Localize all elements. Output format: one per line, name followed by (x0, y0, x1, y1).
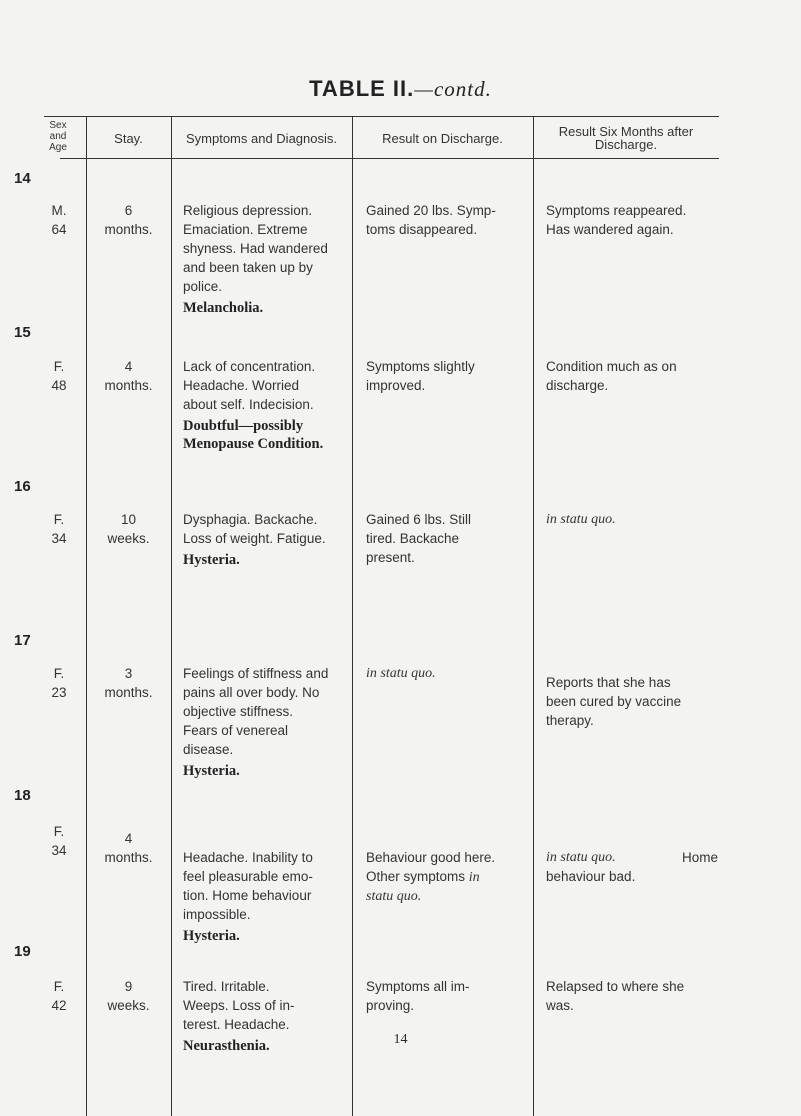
stay: 9 weeks. (107, 979, 150, 1013)
result-six-months: in statu quo. (546, 512, 616, 527)
stay: 6 months. (104, 203, 153, 237)
result-discharge: Gained 6 lbs. Still tired. Backache present. (366, 512, 472, 565)
header-stay: Stay. (114, 131, 143, 146)
title-main: TABLE II. (309, 76, 415, 101)
symptoms: Headache. Inability to feel pleasurable emo- tion. Home behaviour impossible. Hysteria. (183, 848, 345, 946)
symptoms: Feelings of stiffness and pains all over body. No objective stiffness. Fears of venereal disease. Hysteria. (183, 664, 345, 781)
sex-age: F. 34 (51, 512, 67, 546)
header-result-discharge: Result on Discharge. (382, 131, 503, 146)
diagnosis: Hysteria. (183, 552, 240, 568)
sex-age: F. 48 (51, 359, 67, 393)
column-divider-1 (86, 116, 87, 1116)
result-discharge: Gained 20 lbs. Symp- toms disappeared. (366, 203, 496, 237)
result-six-months: Relapsed to where she was. (546, 979, 685, 1013)
stay: 3 months. (104, 666, 153, 700)
diagnosis: Melancholia. (183, 300, 264, 316)
page-title (0, 76, 801, 102)
table-header-rule (60, 158, 719, 159)
header-symptoms: Symptoms and Diagnosis. (185, 131, 337, 146)
header-result-six-months: Result Six Months after Discharge. (558, 124, 694, 152)
diagnosis: Hysteria. (183, 763, 240, 779)
result-discharge: in statu quo. (366, 666, 436, 681)
diagnosis: Neurasthenia. (183, 1038, 270, 1054)
sex-age: F. 23 (51, 666, 67, 700)
stay: 4 months. (104, 831, 153, 865)
stay: 10 weeks. (107, 512, 150, 546)
case-number: 14 (14, 170, 31, 187)
table-top-rule (44, 116, 719, 117)
sex-age: F. 34 (51, 824, 67, 858)
case-number: 15 (14, 324, 31, 341)
diagnosis: Doubtful—possibly Menopause Condition. (183, 418, 324, 452)
symptoms: Lack of concentration. Headache. Worried about self. Indecision. Doubtful—possibly Menopause Condition. (183, 357, 345, 453)
title-contd: —contd. (414, 77, 492, 101)
result-discharge: Symptoms all im- proving. (366, 979, 470, 1013)
result-six-months: Symptoms reappeared. Has wandered again. (546, 203, 687, 237)
sex-age: M. 64 (51, 203, 67, 237)
case-number: 18 (14, 787, 31, 804)
sex-age: F. 42 (51, 979, 67, 1013)
result-six-months: Reports that she has been cured by vaccine therapy. (546, 675, 682, 728)
page-number: 14 (393, 1032, 408, 1047)
stay: 4 months. (104, 359, 153, 393)
header-sex-age: Sex and Age (49, 120, 67, 153)
column-divider-2 (171, 116, 172, 1116)
column-divider-4 (533, 116, 534, 1116)
result-six-months: Condition much as on discharge. (546, 359, 677, 393)
diagnosis: Hysteria. (183, 928, 240, 944)
symptoms: Dysphagia. Backache. Loss of weight. Fatigue. Hysteria. (183, 510, 345, 570)
case-number: 19 (14, 943, 31, 960)
case-number: 16 (14, 478, 31, 495)
symptoms: Religious depression. Emaciation. Extreme shyness. Had wandered and been taken up by police. Melancholia. (183, 201, 345, 318)
column-divider-3 (352, 116, 353, 1116)
result-six-months: in statu quo. Home behaviour bad. (546, 850, 718, 884)
result-discharge: Behaviour good here. Other symptoms in statu quo. (366, 850, 496, 904)
result-discharge: Symptoms slightly improved. (366, 359, 475, 393)
case-number: 17 (14, 632, 31, 649)
symptoms: Tired. Irritable. Weeps. Loss of in- terest. Headache. Neurasthenia. (183, 977, 345, 1056)
